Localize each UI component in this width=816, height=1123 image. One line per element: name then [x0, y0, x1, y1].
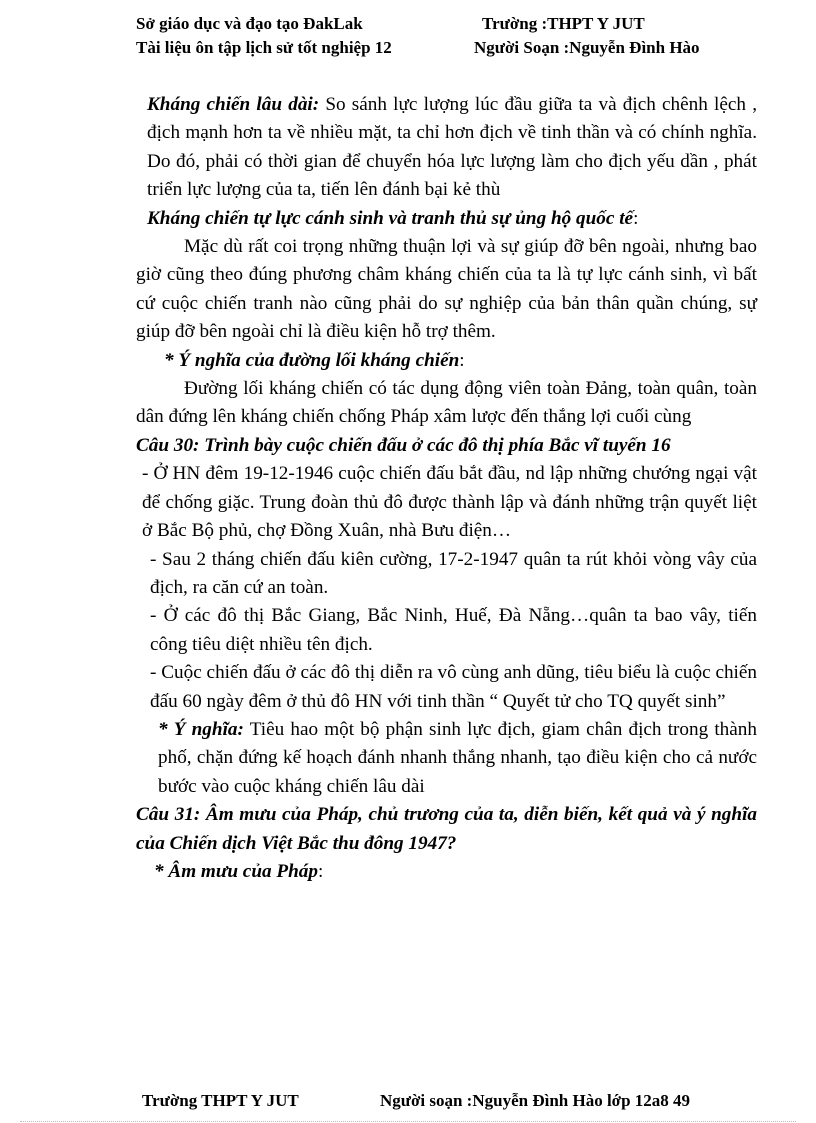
header-school: Trường :THPT Y JUT [482, 14, 645, 33]
self-reliance-heading-line [136, 205, 757, 233]
self-reliance-colon: : [633, 207, 639, 229]
meaning-of-line-heading-line [136, 347, 757, 375]
meaning-of-line-colon: : [459, 349, 465, 371]
self-reliance-text: Mặc dù rất coi trọng những thuận lợi và sự giúp đỡ bên ngoài, nhưng bao giờ cũng theo đúng phương châm kháng chiến của ta là tự lực cánh sinh, vì bất cứ cuộc chiến tranh nào cũng phải do sự nghiệp của bản thân quần chúng, sự giúp đỡ bên ngoài chỉ là điều kiện hỗ trợ thêm. [136, 236, 757, 343]
long-term-resistance-heading: Kháng chiến lâu dài: [147, 94, 320, 115]
meaning-of-line-text: Đường lối kháng chiến có tác dụng động viên toàn Đảng, toàn quân, toàn dân đứng lên kháng chiến chống Pháp xâm lược đến thắng lợi cuối cùng [136, 378, 757, 428]
question-30-title: Câu 30: Trình bày cuộc chiến đấu ở các đô thị phía Bắc vĩ tuyến 16 [136, 434, 671, 456]
question-30-meaning-text: Tiêu hao một bộ phận sinh lực địch, giam chân địch trong thành phố, chặn đứng kế hoạch đánh nhanh thắng nhanh, tạo điều kiện cho cả nước bước vào cuộc kháng chiến lâu dài [158, 718, 757, 797]
question-31-subheading: * Âm mưu của Pháp [154, 860, 318, 882]
question-30-bullet-4: - Cuộc chiến đấu ở các đô thị diễn ra vô cùng anh dũng, tiêu biểu là cuộc chiến đấu 60 ngày đêm ở thủ đô HN với tinh thần “ Quyết tử cho TQ quyết sinh” [150, 662, 757, 712]
page-bottom-divider [20, 1121, 796, 1122]
question-30-meaning-heading: * Ý nghĩa: [158, 718, 244, 740]
question-31-subheading-colon: : [317, 860, 324, 882]
footer-author-page: Người soạn :Nguyễn Đình Hào lớp 12a8 49 [380, 1091, 691, 1110]
header-department: Sở giáo dục và đạo tạo ĐakLak [136, 14, 363, 33]
long-term-resistance-text: So sánh lực lượng lúc đầu giữa ta và địch chênh lệch , địch mạnh hơn ta về nhiều mặt, ta chỉ hơn địch về tinh thần và có chính nghĩa. Do đó, phải có thời gian để chuyển hóa lực lượng làm cho địch yếu dần , phát triển lực lượng của ta, tiến lên đánh bại kẻ thù [147, 94, 757, 201]
question-31-title: Câu 31: Âm mưu của Pháp, chủ trương của ta, diễn biến, kết quả và ý nghĩa của Chiến dịch Việt Bắc thu đông 1947? [136, 804, 757, 854]
question-31-subheading-line [136, 858, 757, 886]
meaning-of-line-heading: * Ý nghĩa của đường lối kháng chiến [164, 349, 460, 371]
question-30-bullet-2: - Sau 2 tháng chiến đấu kiên cường, 17-2-1947 quân ta rút khỏi vòng vây của địch, ra căn cứ an toàn. [150, 548, 757, 598]
document-body [136, 91, 757, 886]
question-30-bullet-3: - Ở các đô thị Bắc Giang, Bắc Ninh, Huế, Đà Nẵng…quân ta bao vây, tiến công tiêu diệt nhiều tên địch. [150, 605, 757, 655]
footer-school: Trường THPT Y JUT [142, 1091, 299, 1110]
paragraph-long-term-resistance [136, 91, 757, 205]
question-30-meaning [136, 716, 757, 801]
header-author: Người Soạn :Nguyễn Đình Hào [474, 38, 700, 57]
question-30-bullet-1: - Ở HN đêm 19-12-1946 cuộc chiến đấu bắt đầu, nd lập những chướng ngại vật để chống giặc. Trung đoàn thủ đô được thành lập và đánh những trận quyết liệt ở Bắc Bộ phủ, chợ Đồng Xuân, nhà Bưu điện… [142, 463, 757, 542]
header-document-title: Tài liệu ôn tập lịch sử tốt nghiệp 12 [136, 38, 392, 57]
self-reliance-heading: Kháng chiến tự lực cánh sinh và tranh thủ sự ủng hộ quốc tế [147, 207, 634, 229]
